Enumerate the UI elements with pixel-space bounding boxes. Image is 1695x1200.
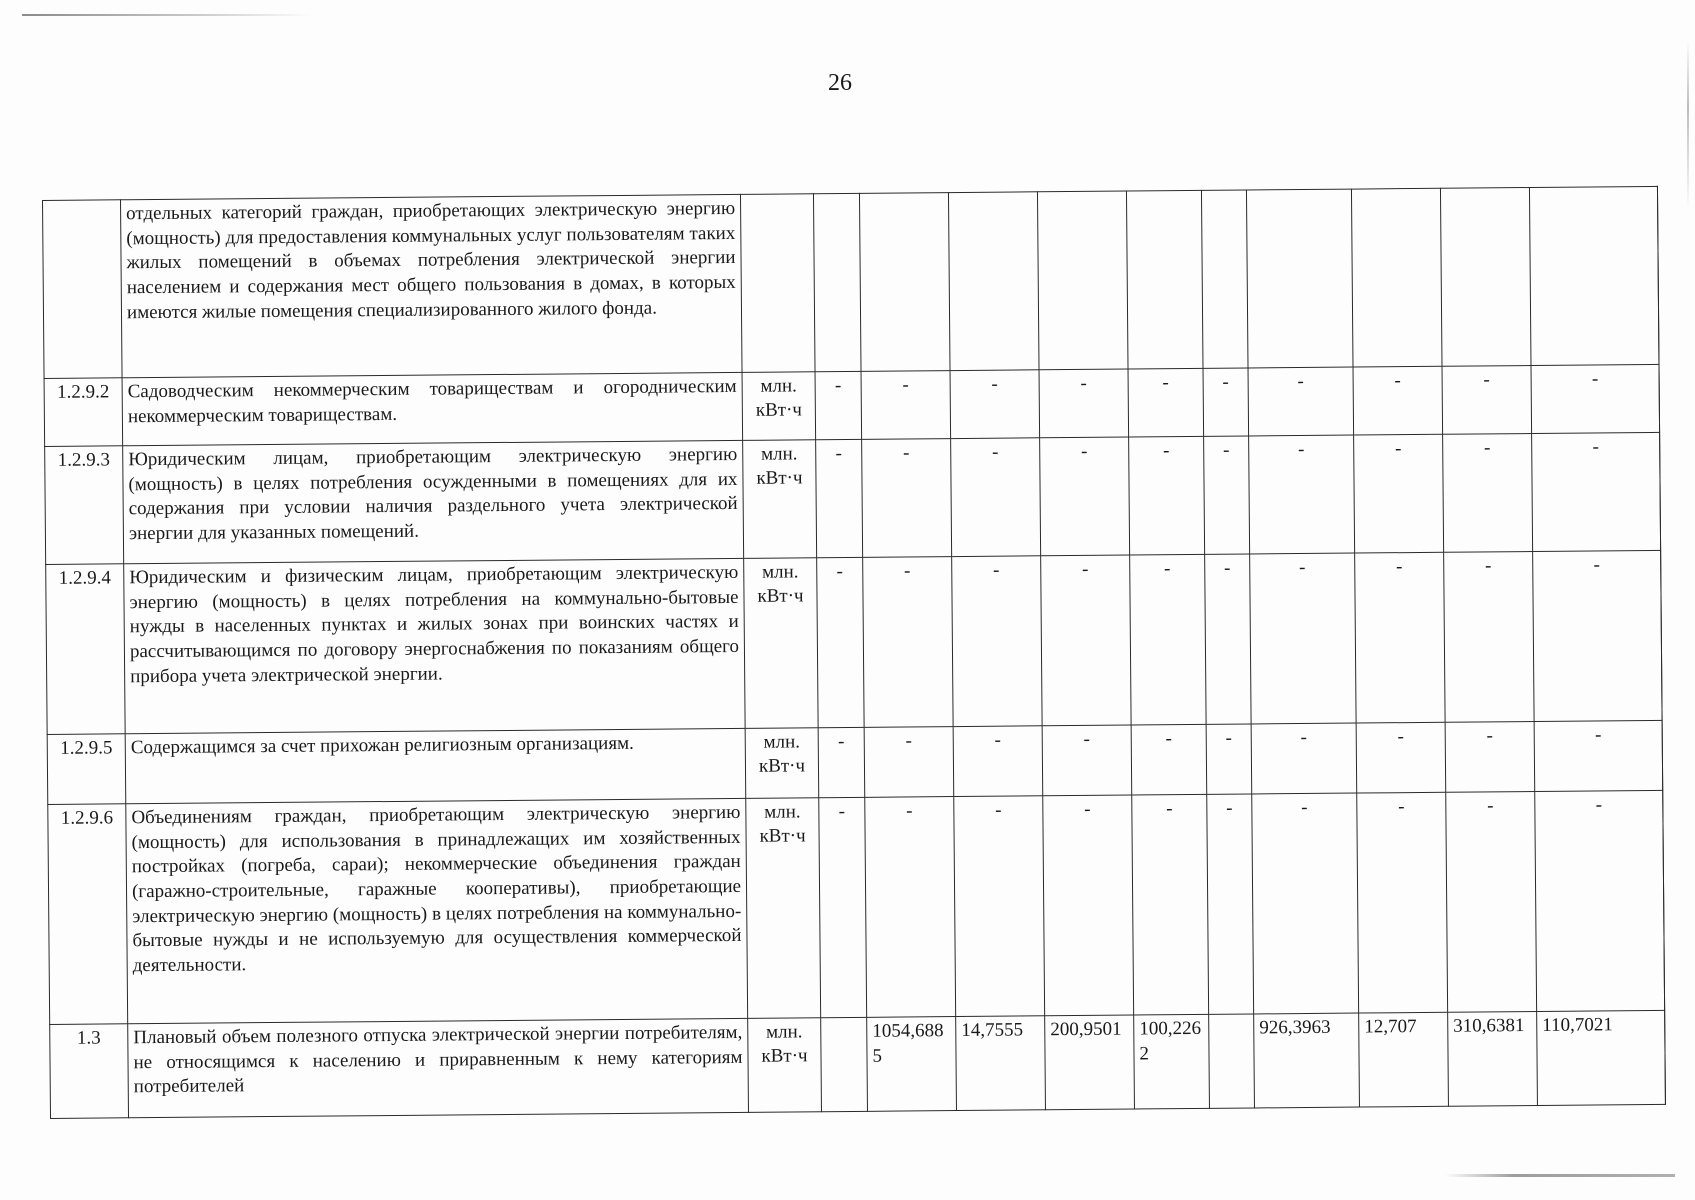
row-value-cell xyxy=(821,1017,868,1111)
row-value-cell: 110,7021 xyxy=(1537,1010,1666,1105)
row-description: Садоводческим некоммерческим товариществам и огородническим некоммерческим товариществам. xyxy=(122,372,743,445)
row-value-cell: - xyxy=(1043,795,1134,1016)
row-value-cell: - xyxy=(1356,722,1446,793)
row-value-cell: - xyxy=(1204,436,1250,554)
row-unit: млн. кВт·ч xyxy=(744,558,818,729)
row-value-cell: - xyxy=(1534,720,1663,791)
row-value-cell: - xyxy=(1128,368,1204,437)
row-value-cell: 12,707 xyxy=(1359,1012,1449,1107)
row-value-cell xyxy=(1209,1014,1255,1108)
row-value-cell xyxy=(859,193,950,372)
row-number: 1.2.9.6 xyxy=(48,804,128,1025)
row-value-cell: - xyxy=(1443,434,1533,553)
row-value-cell: - xyxy=(1355,552,1445,723)
row-value-cell: - xyxy=(864,727,954,798)
row-value-cell: - xyxy=(1131,724,1207,795)
row-value-cell: - xyxy=(1250,553,1356,724)
row-value-cell: - xyxy=(1132,794,1209,1015)
row-value-cell: - xyxy=(1442,366,1532,435)
row-number: 1.2.9.3 xyxy=(45,446,124,565)
row-value-cell: - xyxy=(1446,791,1537,1012)
row-value-cell: - xyxy=(819,797,867,1017)
row-number xyxy=(43,200,123,379)
row-description: отдельных категорий граждан, приобретающих электрическую энергию (мощность) для предоставления коммунальных услуг пользователям таких жилых помещений в объемах потребления электрической энергии населением и содержания мест общего пользования в домах, в которых имеются жилые помещения специализированного жилого фонда. xyxy=(121,194,743,377)
row-value-cell: - xyxy=(1129,436,1205,555)
row-value-cell: - xyxy=(1535,790,1665,1011)
row-value-cell: - xyxy=(1533,550,1662,721)
row-value-cell: - xyxy=(1042,725,1132,796)
row-value-cell: 1054,6885 xyxy=(867,1017,957,1112)
row-value-cell: 200,9501 xyxy=(1045,1015,1135,1110)
table-row xyxy=(50,1010,1666,1118)
row-unit: млн. кВт·ч xyxy=(748,1018,822,1113)
row-value-cell: - xyxy=(1353,366,1443,435)
row-value-cell: - xyxy=(816,439,863,557)
row-value-cell: - xyxy=(1039,369,1129,438)
row-value-cell: - xyxy=(862,439,952,558)
row-value-cell: 100,2262 xyxy=(1134,1014,1210,1109)
scan-artifact-bottom xyxy=(1445,1174,1675,1177)
row-value-cell xyxy=(1351,188,1442,367)
row-number: 1.2.9.5 xyxy=(47,734,126,805)
row-value-cell: - xyxy=(950,370,1040,439)
row-unit: млн. кВт·ч xyxy=(742,372,816,441)
table-row xyxy=(46,550,1662,734)
row-unit: млн. кВт·ч xyxy=(746,798,821,1019)
row-number: 1.3 xyxy=(50,1024,129,1119)
table-row xyxy=(43,186,1659,378)
row-value-cell: - xyxy=(1532,432,1661,551)
row-value-cell: - xyxy=(953,726,1043,797)
row-value-cell: - xyxy=(1252,793,1359,1014)
table-body xyxy=(43,186,1666,1118)
row-value-cell: - xyxy=(1248,367,1354,436)
row-unit: млн. кВт·ч xyxy=(743,440,817,559)
row-value-cell: - xyxy=(1354,434,1444,553)
row-value-cell: - xyxy=(1040,437,1130,556)
page-number: 26 xyxy=(828,70,852,96)
row-value-cell xyxy=(1201,190,1248,368)
row-value-cell: - xyxy=(1531,364,1660,433)
row-value-cell xyxy=(813,193,861,371)
row-value-cell: - xyxy=(1357,792,1448,1013)
row-value-cell: - xyxy=(863,557,953,728)
row-value-cell: - xyxy=(818,727,865,797)
row-value-cell: - xyxy=(1206,724,1252,794)
row-description: Юридическим и физическим лицам, приобретающим электрическую энергию (мощность) в целях потребления на коммунально-бытовые нужды в населенных пунктах и жилых зонах при воинских частях и рассчитывающимся по договору энергоснабжения по показаниям общего прибора учета электрической энергии. xyxy=(124,558,745,733)
row-value-cell: 14,7555 xyxy=(956,1016,1046,1111)
row-value-cell: - xyxy=(1251,723,1357,794)
table-row xyxy=(48,790,1665,1024)
row-value-cell: - xyxy=(1444,552,1534,723)
scan-artifact-right xyxy=(1687,40,1689,210)
row-value-cell: - xyxy=(1041,555,1131,726)
row-value-cell: - xyxy=(1203,368,1249,436)
row-value-cell: - xyxy=(817,557,864,727)
row-unit xyxy=(740,194,815,373)
row-value-cell xyxy=(1246,189,1353,368)
row-value-cell: - xyxy=(1207,794,1254,1014)
row-value-cell xyxy=(948,192,1039,371)
row-value-cell: - xyxy=(865,797,956,1018)
row-description: Объединениям граждан, приобретающим электрическую энергию (мощность) для использования в принадлежащих им хозяйственных постройках (погреба, сараи); некоммерческие объединения граждан (гаражно-строительные, гаражные кооперативы), приобретающие электрическую энергию (мощность) в целях потребления на коммунально-бытовые нужды и не используемую для осуществления коммерческой деятельности. xyxy=(126,798,748,1023)
data-table xyxy=(42,186,1666,1119)
row-value-cell xyxy=(1126,190,1203,369)
row-value-cell: - xyxy=(1130,554,1206,725)
row-description: Содержащимся за счет прихожан религиозным организациям. xyxy=(125,728,746,803)
row-number: 1.2.9.2 xyxy=(44,378,123,447)
row-value-cell: - xyxy=(815,371,862,439)
data-table-container xyxy=(42,186,1665,1119)
row-value-cell: 926,3963 xyxy=(1254,1013,1360,1108)
row-value-cell: - xyxy=(1249,435,1355,554)
row-unit: млн. кВт·ч xyxy=(745,728,819,799)
row-value-cell xyxy=(1529,186,1659,365)
row-value-cell xyxy=(1440,188,1531,367)
row-description: Юридическим лицам, приобретающим электрическую энергию (мощность) в целях потребления осужденными в помещениях для их содержания при условии наличия раздельного учета электрической энергии для указанных помещений. xyxy=(123,440,744,563)
row-description: Плановый объем полезного отпуска электрической энергии потребителям, не относящимся к населению и приравненным к нему категориям потребителей xyxy=(128,1018,749,1117)
row-value-cell: - xyxy=(951,438,1041,557)
scan-artifact-top xyxy=(22,14,312,16)
row-value-cell: - xyxy=(1445,721,1535,792)
row-value-cell: - xyxy=(861,371,951,440)
row-value-cell: - xyxy=(954,796,1045,1017)
row-value-cell: 310,6381 xyxy=(1448,1011,1538,1106)
table-row xyxy=(45,432,1661,564)
row-value-cell xyxy=(1037,191,1128,370)
row-number: 1.2.9.4 xyxy=(46,564,125,735)
row-value-cell: - xyxy=(1205,554,1251,724)
row-value-cell: - xyxy=(952,556,1042,727)
